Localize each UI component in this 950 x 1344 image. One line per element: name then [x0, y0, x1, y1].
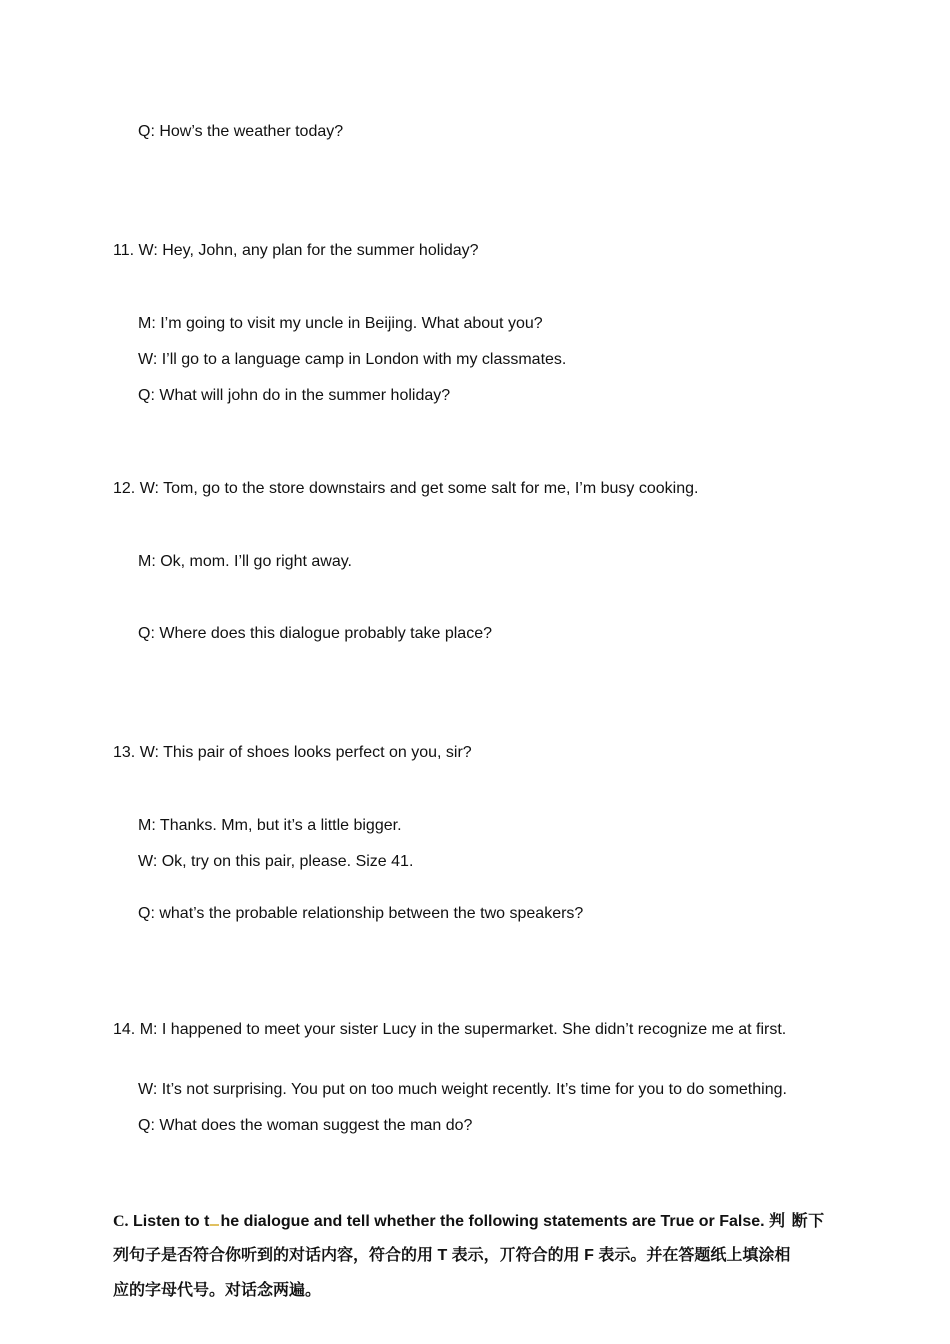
q13-line-3: W: Ok, try on this pair, please. Size 41.	[138, 853, 414, 870]
q12-line-1: 12. W: Tom, go to the store downstairs and get some salt for me, I’m busy cooking.	[113, 480, 699, 497]
q13-line-2: M: Thanks. Mm, but it’s a little bigger.	[138, 817, 402, 834]
text-cursor-mark	[210, 1224, 219, 1226]
q11-question: Q: What will john do in the summer holiday?	[138, 387, 451, 404]
section-c-heading-line-1	[113, 1211, 833, 1232]
section-c-cn-line-2: 列句子是否符合你听到的对话内容，符合的用 T 表示，丌符合的用 F 表示。并在答题纸上填涂相	[113, 1247, 791, 1264]
q14-question: Q: What does the woman suggest the man do?	[138, 1117, 473, 1134]
q10-question: Q: How’s the weather today?	[138, 123, 344, 140]
section-c-instruction-part-a: Listen to t	[133, 1213, 210, 1230]
q13-question: Q: what’s the probable relationship between the two speakers?	[138, 905, 584, 922]
section-c-letter: C.	[113, 1213, 129, 1230]
q13-line-1: 13. W: This pair of shoes looks perfect on you, sir?	[113, 744, 472, 761]
q11-line-2: M: I’m going to visit my uncle in Beijing. What about you?	[138, 315, 543, 332]
q14-line-2: W: It’s not surprising. You put on too much weight recently. It’s time for you to do something.	[138, 1081, 787, 1098]
q12-line-2: M: Ok, mom. I’ll go right away.	[138, 553, 352, 570]
q14-line-1: 14. M: I happened to meet your sister Lucy in the supermarket. She didn’t recognize me at first.	[113, 1021, 787, 1038]
q12-question: Q: Where does this dialogue probably take place?	[138, 625, 492, 642]
section-c-cn-line-3: 应的字母代号。对话念两遍。	[113, 1282, 322, 1299]
q11-line-3: W: I’ll go to a language camp in London with my classmates.	[138, 351, 567, 368]
q11-line-1: 11. W: Hey, John, any plan for the summer holiday?	[113, 242, 479, 259]
section-c-cn-tail: 判 断下	[769, 1211, 825, 1230]
section-c-instruction-part-b: he dialogue and tell whether the following statements are True or False.	[220, 1213, 765, 1230]
